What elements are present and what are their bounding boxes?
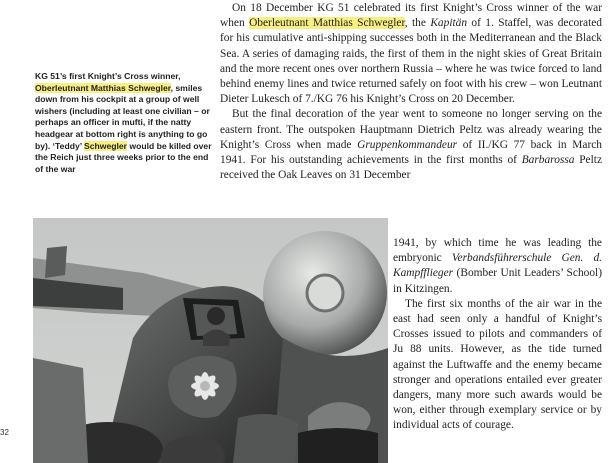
text: But the final decoration of the year went to someone no longer serving on the eastern front. The outspoken Hauptmann Dietrich Peltz was already wearing the Knight’s Cross when made — [220, 108, 602, 151]
body-text-top — [220, 1, 602, 183]
text: Peltz received the Oak Leaves on 31 December — [220, 154, 602, 182]
text: On 18 December KG 51 celebrated its first Knight’s Cross winner of the war when — [220, 2, 602, 30]
caption-highlight-name: Oberleutnant Matthias Schwegler — [35, 82, 171, 93]
text: (Bomber Unit Leaders’ School) in Kitzingen. — [393, 267, 602, 295]
caption-tail: would be killed over the Reich just three weeks prior to the end of the war — [35, 140, 212, 174]
aircraft-photo-image — [33, 218, 388, 463]
paragraph-2-continued — [393, 236, 602, 297]
caption-highlight-surname: Schwegler — [84, 140, 128, 151]
body-highlight-name: Oberleutnant Matthias Schwegler — [249, 17, 405, 30]
paragraph-1 — [220, 1, 602, 107]
edelweiss-emblem — [191, 372, 219, 400]
cockpit-photo — [33, 218, 388, 463]
text-italic: Barbarossa — [521, 154, 575, 167]
text-italic: Kapitän — [430, 17, 468, 30]
body-text-side — [393, 236, 602, 434]
text: of II./KG 77 back in March 1941. For his outstanding achievements in the first months of — [220, 138, 602, 167]
page-number: 32 — [0, 428, 9, 437]
text: of 1. Staffel, was decorated for his cumulative anti-shipping successes both in the Mediterranean and the Black Sea. A series of damaging raids, the first of them in the night skies of Great Britain and the more recent ones over northern Russia – where he was twice forced to land behind enemy lines and twice returned safely on foot with his crew – won Leutnant Dieter Lukesch of 7./KG 76 his Knight’s Cross on 20 December. — [220, 17, 602, 106]
text: 1941, by which time he was leading the embryonic — [393, 237, 602, 265]
text: , the — [404, 17, 431, 30]
text-italic: Verbandsführerschule Gen. d. Kampfflieger — [393, 252, 602, 280]
caption-lead: KG 51’s first Knight’s Cross winner, — [35, 71, 181, 81]
caption-middle: , smiles down from his cockpit at a group of well wishers (including at least one civilian – or perhaps an officer in mufti, if the natty headgear at bottom right is anything to go by). ‘Teddy’ — [35, 82, 210, 151]
photo-caption — [35, 71, 213, 175]
paragraph-2 — [220, 107, 602, 183]
paragraph-3: The first six months of the air war in the east had seen only a handful of Knight’s Crosses issued to pilots and commanders of Ju 88 units. However, as the tide turned against the Luftwaffe and the enemy became stronger and operations entailed ever greater dangers, many more such awards would be won, either through exemplary service or by individual acts of courage. — [393, 297, 602, 432]
text-italic: Gruppenkommandeur — [357, 138, 458, 151]
